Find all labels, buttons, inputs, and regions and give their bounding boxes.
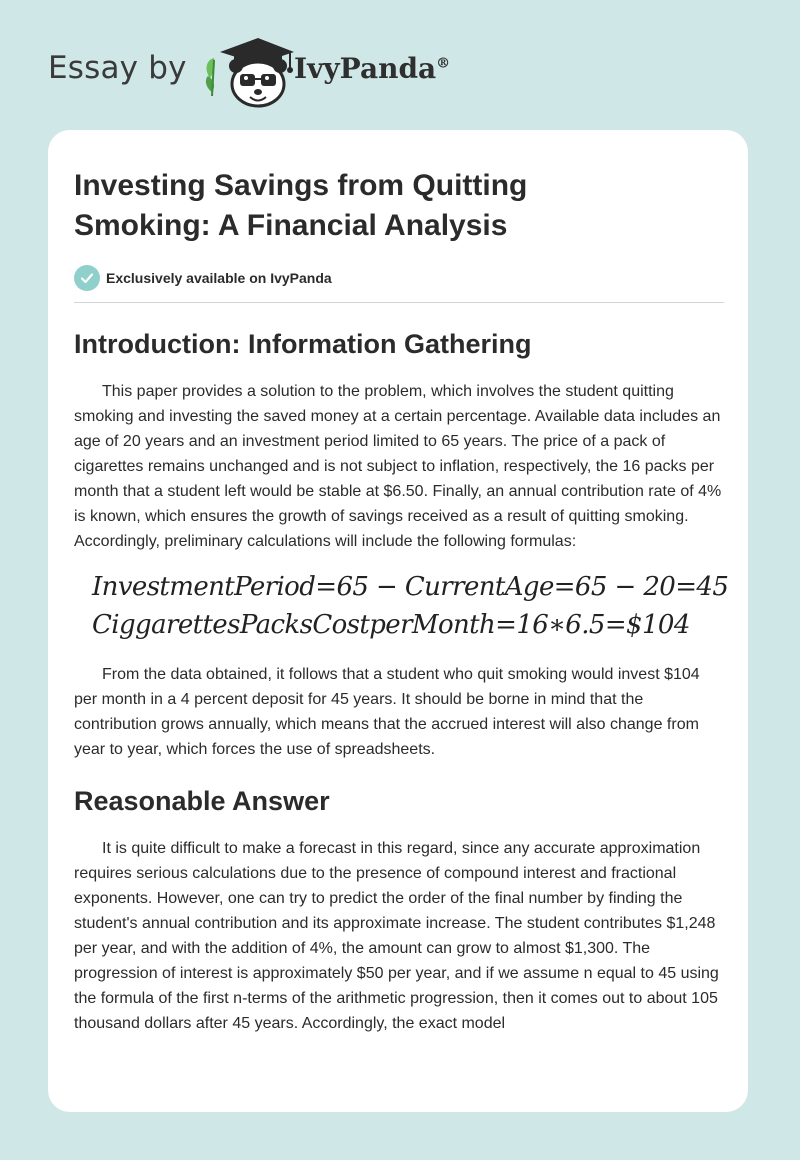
formula-cigarettes-cost: CiggarettesPacksCostperMonth=16∗6.5=$104: [92, 610, 690, 640]
exclusive-badge-text: Exclusively available on IvyPanda: [106, 270, 332, 286]
exclusive-badge: [74, 264, 724, 292]
checkmark-icon: [74, 265, 100, 291]
paragraph-answer-1: It is quite difficult to make a forecast in this regard, since any accurate approximation requires serious calculations due to the presence of compound interest and fractional exponents. However, one can try to predict the order of the final number by finding the student's annual contribution and its approximate increase. The student contributes $1,248 per year, and with the addition of 4%, the amount can grow to almost $1,300. The progression of interest is approximately $50 per year, and if we assume n equal to 45 using the formula of the first n-terms of the arithmetic progression, then it comes out to about 105 thousand dollars after 45 years. Accordingly, the exact model: [74, 840, 719, 1032]
article-content: [74, 166, 729, 1036]
site-brand[interactable]: [48, 34, 508, 114]
section-heading-reasonable-answer: Reasonable Answer: [74, 786, 330, 816]
article-title: Investing Savings from Quitting Smoking: A Financial Analysis: [74, 169, 528, 242]
section-heading-introduction: Introduction: Information Gathering: [74, 329, 532, 359]
brand-prefix: Essay by: [48, 50, 187, 86]
paragraph-intro-2: From the data obtained, it follows that a student who quit smoking would invest $104 per month in a 4 percent deposit for 45 years. It should be borne in mind that the contribution grows annually, which means that the accrued interest will also change from year to year, which forces the use of spreadsheets.: [74, 666, 700, 758]
brand-name: IvyPanda®: [294, 52, 451, 85]
paragraph-intro-1: This paper provides a solution to the problem, which involves the student quitting smoking and investing the saved money at a certain percentage. Available data includes an age of 20 years and an investment period limited to 65 years. The price of a pack of cigarettes remains unchanged and is not subject to inflation, respectively, the 16 packs per month that a student left would be stable at $6.50. Finally, an annual contribution rate of 4% is known, which ensures the growth of savings received as a result of quitting smoking. Accordingly, preliminary calculations will include the following formulas:: [74, 383, 722, 550]
divider: [74, 302, 724, 303]
panda-logo-icon: [200, 34, 296, 110]
formula-investment-period: InvestmentPeriod=65 − CurrentAge=65 − 20=45: [92, 572, 729, 602]
article-card: [48, 130, 748, 1112]
formula-block: [92, 568, 729, 644]
